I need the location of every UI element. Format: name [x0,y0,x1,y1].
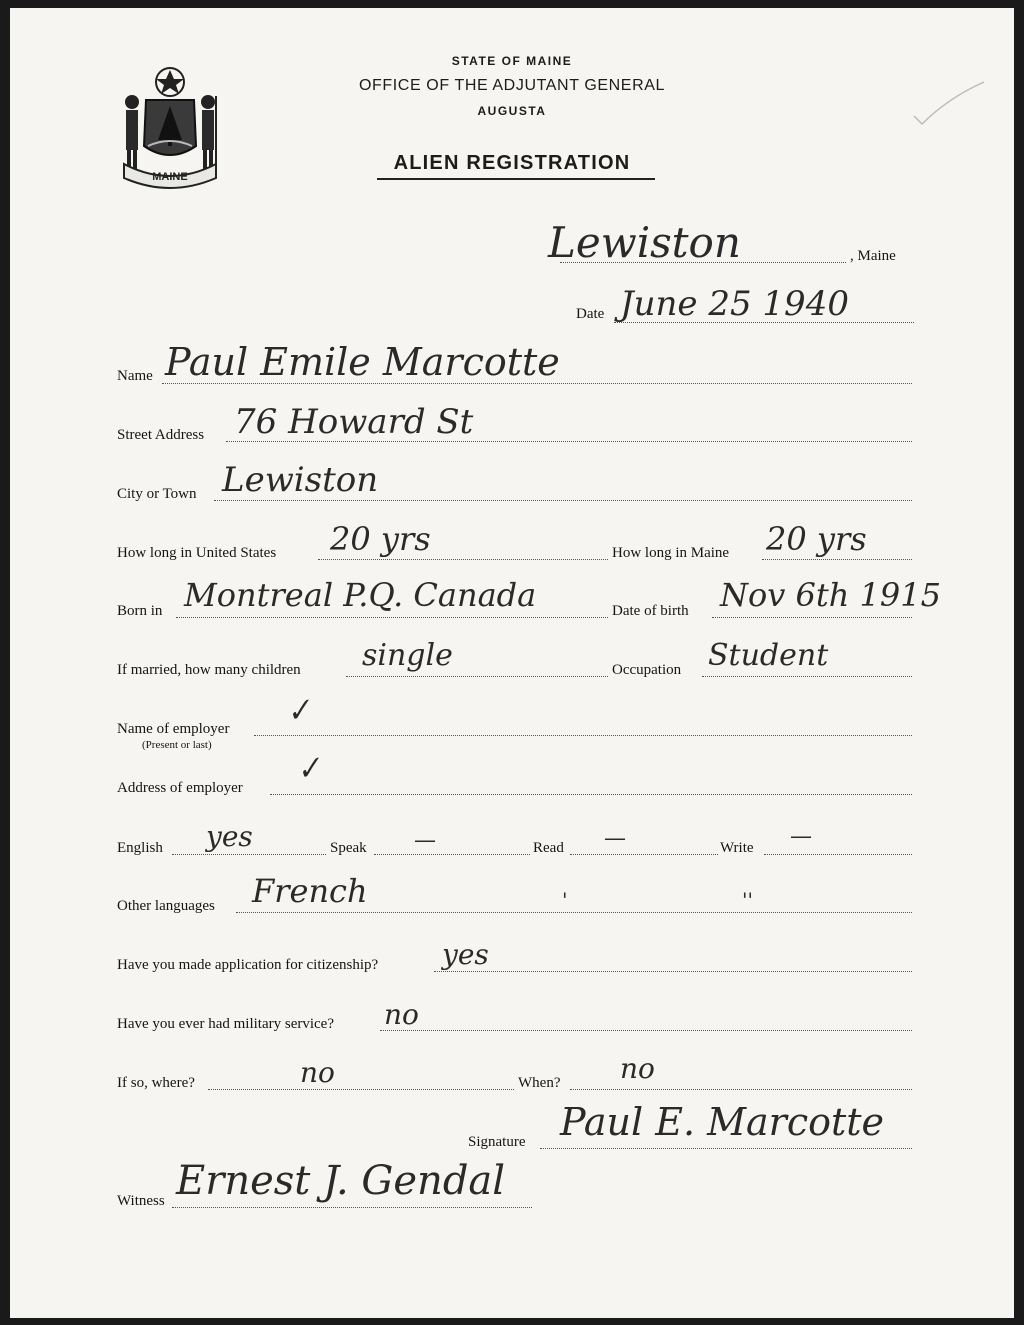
if-married-line [346,676,608,677]
when-label: When? [518,1075,561,1091]
street-address-label: Street Address [117,427,205,443]
if-married-value: single [362,638,453,673]
other-languages-mark-1: ' [562,888,568,912]
svg-text:MAINE: MAINE [152,171,188,183]
citizenship-value: yes [442,938,489,971]
witness-value: Ernest J. Gendal [176,1158,506,1204]
english-label: English [117,840,163,856]
date-value: June 25 1940 [620,284,849,324]
if-so-where-label: If so, where? [117,1075,195,1091]
if-so-where-value: no [300,1056,335,1089]
name-of-employer-line [254,735,912,736]
if-married-label: If married, how many children [117,662,301,678]
military-value: no [384,998,419,1031]
citizenship-line [434,971,912,972]
city-top-value: Lewiston [548,218,741,267]
other-languages-label: Other languages [117,898,215,914]
date-of-birth-value: Nov 6th 1915 [720,576,941,614]
read-value: — [604,826,626,851]
date-of-birth-label: Date of birth [612,603,689,619]
write-line [764,854,912,855]
born-in-label: Born in [117,603,163,619]
city-or-town-label: City or Town [117,486,197,502]
form-title: ALIEN REGISTRATION [393,152,631,174]
how-long-us-line [318,559,608,560]
how-long-us-label: How long in United States [117,545,277,561]
witness-line [172,1207,532,1208]
english-line [172,854,326,855]
how-long-maine-value: 20 yrs [766,520,867,558]
city-heading: AUGUSTA [477,104,547,118]
military-label: Have you ever had military service? [117,1016,334,1032]
witness-label: Witness [117,1193,165,1209]
name-of-employer-value: ✓ [282,691,315,731]
name-value: Paul Emile Marcotte [165,340,560,384]
how-long-maine-label: How long in Maine [612,545,730,561]
present-or-last-label: (Present or last) [142,739,212,751]
occupation-line [702,676,912,677]
maine-label: , Maine [850,248,896,264]
how-long-maine-line [762,559,912,560]
city-or-town-value: Lewiston [222,460,379,500]
street-address-value: 76 Howard St [234,402,474,442]
occupation-value: Student [708,638,829,673]
speak-line [374,854,530,855]
name-label: Name [117,368,153,384]
signature-line [540,1148,912,1149]
name-of-employer-label: Name of employer [117,721,230,737]
address-of-employer-value: ✓ [292,749,325,789]
other-languages-value: French [252,872,368,910]
city-or-town-line [214,500,912,501]
when-line [570,1089,912,1090]
date-of-birth-line [712,617,912,618]
read-label: Read [533,840,564,856]
write-value: — [790,824,812,849]
other-languages-line [236,912,912,913]
military-line [380,1030,912,1031]
english-value: yes [206,820,253,853]
address-of-employer-label: Address of employer [117,780,243,796]
how-long-us-value: 20 yrs [330,520,431,558]
born-in-value: Montreal P.Q. Canada [184,576,537,614]
state-heading: STATE OF MAINE [451,54,573,68]
write-label: Write [720,840,754,856]
speak-value: — [414,828,436,853]
speak-label: Speak [330,840,367,856]
occupation-label: Occupation [612,662,682,678]
other-languages-mark-2: '' [742,888,753,912]
title-underline [377,178,655,180]
born-in-line [176,617,608,618]
address-of-employer-line [270,794,912,795]
citizenship-label: Have you made application for citizenship? [117,957,379,973]
read-line [570,854,718,855]
if-so-where-line [208,1089,514,1090]
when-value: no [620,1052,655,1085]
signature-value: Paul E. Marcotte [560,1100,885,1144]
office-heading: OFFICE OF THE ADJUTANT GENERAL [358,77,666,94]
date-label: Date [576,306,605,322]
signature-label: Signature [468,1134,526,1150]
